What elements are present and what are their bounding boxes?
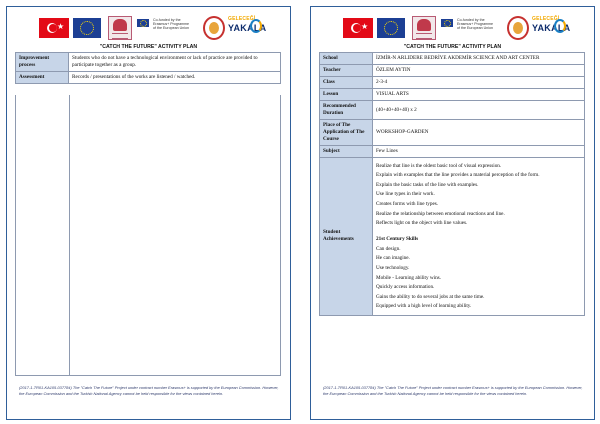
- table-row: [320, 53, 585, 65]
- row-label: Student Achievements: [320, 158, 373, 316]
- row-label: Place of The Application of The Course: [320, 120, 373, 146]
- row-label: School: [320, 53, 373, 65]
- list-item: Realize that line is the oldest basic tool of visual expression.: [376, 162, 502, 169]
- list-item: Gains the ability to do several jobs at the same time.: [376, 293, 485, 300]
- row-value: Students who do not have a technological environment or lack of practice are provided to participate together as a group.: [69, 53, 281, 72]
- logo-strip: [7, 16, 290, 40]
- table-row: [16, 72, 281, 84]
- table-row: [320, 101, 585, 120]
- table-row: [320, 120, 585, 146]
- row-label: Improvement process: [16, 53, 69, 72]
- left-page: [6, 6, 291, 420]
- right-page: [310, 6, 595, 420]
- list-item: Use line types in their work.: [376, 191, 435, 198]
- row-value: WORKSHOP-GARDEN: [373, 120, 585, 146]
- eu-flag-icon: [73, 18, 101, 38]
- activity-plan-table: [15, 52, 281, 84]
- row-value: (40+40+40+40) x 2: [373, 101, 585, 120]
- row-value: VISUAL ARTS: [373, 89, 585, 101]
- national-agency-logo: [412, 16, 436, 40]
- list-item: Creates forms with line types.: [376, 200, 439, 207]
- footer-disclaimer: (2017-1-TR01-KA105-037784) The "Catch The Future" Project under contract number Erasmus+ is supported by the European Commission. However, the European Commission and the Turkish National Agency cannot be held responsible for the views contained herein.: [323, 385, 583, 397]
- list-item: Reflects light on the object with line values.: [376, 220, 468, 227]
- achievements-list: [373, 158, 585, 316]
- table-row: [320, 158, 585, 316]
- row-label: Class: [320, 77, 373, 89]
- table-row: [320, 89, 585, 101]
- footer-disclaimer: (2017-1-TR01-KA105-037784) The "Catch The Future" Project under contract number Erasmus+ is supported by the European Commission. However, the European Commission and the Turkish National Agency cannot be held responsible for the views contained herein.: [19, 385, 279, 397]
- national-agency-logo: [108, 16, 132, 40]
- activity-plan-table: [319, 52, 585, 316]
- row-value: Few Lines: [373, 146, 585, 158]
- list-item: Explain with examples that the line provides a material perception of the form.: [376, 172, 540, 179]
- list-item: Mobile - Learning ability wins.: [376, 274, 441, 281]
- project-logo: GELECEĞİ YAKALA: [532, 16, 571, 33]
- project-logo: GELECEĞİ YAKALA: [228, 16, 267, 33]
- table-row: [320, 77, 585, 89]
- erasmus-cofunded-logo: Co-funded by the Erasmus+ Programme of the European Union: [441, 16, 503, 40]
- row-value: ÖZLEM AYTIN: [373, 65, 585, 77]
- row-label: Teacher: [320, 65, 373, 77]
- table-row: [320, 146, 585, 158]
- school-emblem-logo: [507, 16, 529, 40]
- row-value: 2-3-4: [373, 77, 585, 89]
- turkey-flag-icon: ★: [343, 18, 373, 38]
- row-label: Assessment: [16, 72, 69, 84]
- logo-strip: [311, 16, 594, 40]
- page-title: "CATCH THE FUTURE" ACTIVITY PLAN: [99, 44, 198, 50]
- row-label: Subject: [320, 146, 373, 158]
- list-item: Use technology.: [376, 264, 410, 271]
- list-item: Can design.: [376, 245, 401, 252]
- list-item: Quickly access information.: [376, 284, 435, 291]
- empty-table-area: [15, 95, 281, 376]
- skills-heading: 21st Century Skills: [376, 236, 419, 243]
- row-value: Records / presentations of the works are listened / watched.: [69, 72, 281, 84]
- list-item: He can imagine.: [376, 255, 410, 262]
- list-item: Explain the basic tasks of the line with examples.: [376, 181, 479, 188]
- row-label: Recommended Duration: [320, 101, 373, 120]
- list-item: Realize the relationship between emotional reactions and line.: [376, 210, 505, 217]
- turkey-flag-icon: ★: [39, 18, 69, 38]
- table-row: [320, 65, 585, 77]
- list-item: Equipped with a high level of learning ability.: [376, 303, 472, 310]
- row-label: Lesson: [320, 89, 373, 101]
- erasmus-cofunded-logo: Co-funded by the Erasmus+ Programme of the European Union: [137, 16, 199, 40]
- school-emblem-logo: [203, 16, 225, 40]
- eu-flag-icon: [377, 18, 405, 38]
- table-row: [16, 53, 281, 72]
- page-title: "CATCH THE FUTURE" ACTIVITY PLAN: [403, 44, 502, 50]
- row-value: İZMİR-N ARLIDERE BEDRİYE AKDEMİR SCIENCE AND ART CENTER: [373, 53, 585, 65]
